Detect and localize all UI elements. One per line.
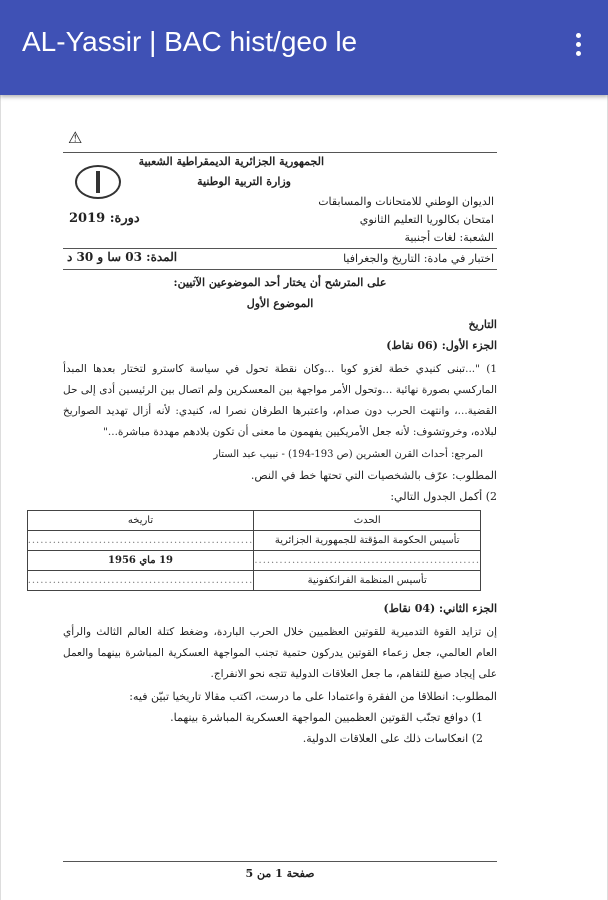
divider: [63, 152, 497, 153]
exam-body: [27, 275, 497, 752]
exam-label: امتحان بكالوريا التعليم الثانوي: [359, 213, 494, 226]
part2-title: الجزء الثاني: (04 نقاط): [383, 602, 497, 615]
table-cell: ......................................................: [27, 531, 254, 551]
table-header: تاريخه: [27, 511, 254, 531]
events-table: [27, 510, 481, 591]
ministry-label: وزارة التربية الوطنية: [197, 175, 291, 188]
app-title: AL-Yassir | BAC hist/geo le: [22, 26, 358, 57]
session-label: دورة: 2019: [69, 211, 140, 226]
part2-item: 2) انعكاسات ذلك على العلاقات الدولية.: [302, 732, 483, 745]
table-cell: 19 ماي 1956: [27, 551, 254, 571]
table-row: [27, 571, 480, 591]
reference: المرجع: أحداث القرن العشرين (ص 193-194) - نبيب عبد الستار: [213, 449, 483, 460]
more-vert-icon[interactable]: [574, 33, 582, 59]
divider: [63, 269, 497, 270]
table-cell: ......................................................: [254, 551, 481, 571]
topic-title: الموضوع الأول: [246, 297, 314, 310]
ministry-logo: [75, 165, 121, 199]
q2-label: 2) أكمل الجدول التالي:: [390, 490, 497, 503]
part2-text: إن تزايد القوة التدميرية للقوتين العظميين خلال الحرب الباردة، وضغط كتلة العالم الثالث والرأي العام العالمي، جعل زعماء القوتين يدركون حتمية تجنب المواجهة العسكرية المباشرة بينهما والعمل على إيجاد صيغ للتفاهم، ما جعل العلاقات الدولية تتجه نحو الانفراج.: [63, 626, 497, 680]
exam-document-page[interactable]: [0, 95, 608, 900]
page-footer: صفحة 1 من 5: [63, 861, 497, 880]
table-row: [27, 531, 480, 551]
part1-title: الجزء الأول: (06 نقاط): [386, 339, 497, 352]
office-label: الديوان الوطني للامتحانات والمسابقات: [318, 195, 494, 208]
table-header-row: [27, 511, 480, 531]
history-heading: التاريخ: [468, 318, 497, 331]
warning-triangle-icon: ⚠: [68, 128, 83, 147]
republic-label: الجمهورية الجزائرية الديمقراطية الشعبية: [138, 155, 324, 168]
table-cell: تأسيس الحكومة المؤقتة للجمهورية الجزائرية: [254, 531, 481, 551]
table-header: الحدث: [254, 511, 481, 531]
part2-item: 1) دوافع تجنّب القوتين العظميين المواجهة العسكرية المباشرة بينهما.: [170, 711, 483, 724]
part1-required: المطلوب: عرّف بالشخصيات التي تحتها خط في النص.: [250, 469, 497, 482]
branch-label: الشعبة: لغات أجنبية: [404, 231, 494, 244]
table-cell: ......................................................: [27, 571, 254, 591]
table-row: [27, 551, 480, 571]
table-cell: تأسيس المنظمة الفرانكفونية: [254, 571, 481, 591]
divider: [63, 248, 497, 249]
duration-label: المدة: 03 سا و 30 د: [67, 250, 178, 264]
part1-quote: 1) "...تبنى كنيدي خطة لغزو كوبا ...وكان نقطة تحول في سياسة كاسترو لتختار بعدها المبدأ الماركسي بصورة نهائية ...وتحول الأمر مواجهة بين المعسكرين ولم اتصال بين الرئيسين أدى إلى حل القضية...، وانتهت الحرب دون صدام، واعتبرها الطرفان نصرا له، كنيدي: لأنه أزال تهديد الصواريخ لبلاده، وخروتشوف: لأنه جعل الأمريكيين يفهمون ما معنى أن تكون بلادهم مهددة مباشرة...": [63, 363, 497, 438]
instructions: على المترشح أن يختار أحد الموضوعين الآتيين:: [173, 276, 387, 289]
subject-label: اختبار في مادة: التاريخ والجغرافيا: [343, 252, 494, 265]
app-bar: [0, 0, 608, 95]
part2-required: المطلوب: انطلاقا من الفقرة واعتمادا على ما درست، اكتب مقالا تاريخيا تبيّن فيه:: [129, 690, 497, 703]
